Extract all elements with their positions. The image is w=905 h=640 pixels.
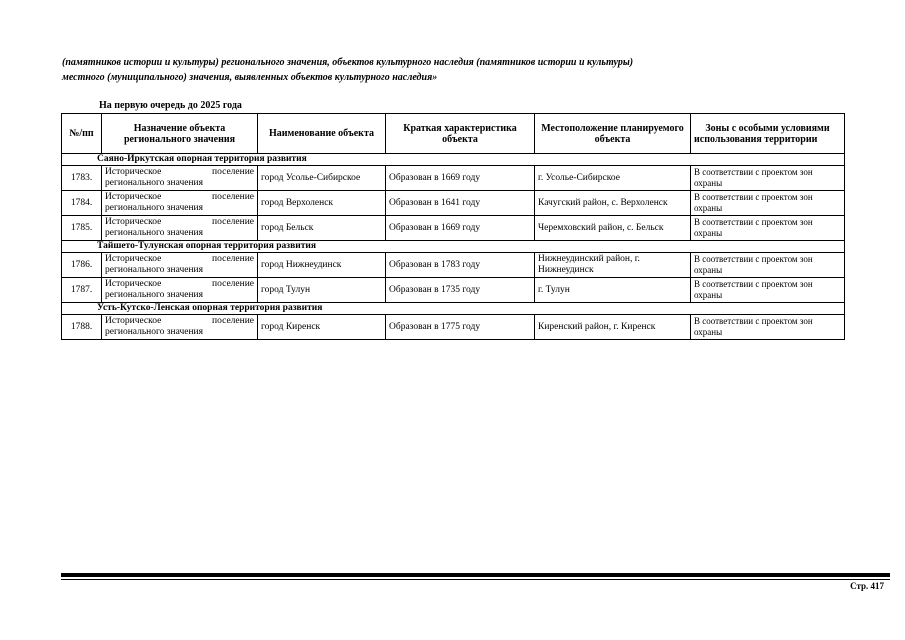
table-group-row	[62, 154, 845, 166]
cell-num: 1783.	[62, 166, 102, 191]
cell-name: город Верхоленск	[258, 191, 386, 216]
intro-line-2: местного (муниципального) значения, выявленных объектов культурного наследия»	[62, 72, 438, 83]
cell-zones: В соответствии с проектом зон охраны	[691, 191, 845, 216]
cell-location: Черемховский район, с. Бельск	[535, 216, 691, 241]
cell-location: Киренский район, г. Киренск	[535, 315, 691, 340]
cell-name: город Нижнеудинск	[258, 253, 386, 278]
table-row	[62, 315, 845, 340]
header-num: №/пп	[62, 114, 102, 154]
cell-name: город Киренск	[258, 315, 386, 340]
cell-num: 1785.	[62, 216, 102, 241]
cell-purpose: Историческое поселение регионального значения	[102, 216, 258, 241]
cell-zones: В соответствии с проектом зон охраны	[691, 253, 845, 278]
intro-text	[62, 55, 842, 85]
header-zones: Зоны с особыми условиями использования территории	[691, 114, 845, 154]
header-description: Краткая характеристика объекта	[386, 114, 535, 154]
table-group-row	[62, 241, 845, 253]
cell-purpose: Историческое поселение регионального значения	[102, 315, 258, 340]
cell-name: город Тулун	[258, 278, 386, 303]
cell-purpose: Историческое поселение регионального значения	[102, 191, 258, 216]
group-title: Тайшето-Тулунская опорная территория развития	[62, 241, 845, 253]
cell-description: Образован в 1669 году	[386, 166, 535, 191]
footer-rule-thin	[61, 579, 890, 580]
cell-location: г. Тулун	[535, 278, 691, 303]
cell-location: Нижнеудинский район, г. Нижнеудинск	[535, 253, 691, 278]
cell-description: Образован в 1641 году	[386, 191, 535, 216]
table-row	[62, 278, 845, 303]
table-row	[62, 166, 845, 191]
table-group-row	[62, 303, 845, 315]
cell-zones: В соответствии с проектом зон охраны	[691, 166, 845, 191]
header-name: Наименование объекта	[258, 114, 386, 154]
cell-purpose: Историческое поселение регионального значения	[102, 278, 258, 303]
page-number: Стр. 417	[850, 581, 884, 591]
group-title: Усть-Кутско-Ленская опорная территория развития	[62, 303, 845, 315]
table-row	[62, 253, 845, 278]
cell-zones: В соответствии с проектом зон охраны	[691, 315, 845, 340]
table-row	[62, 216, 845, 241]
table-header-row	[62, 114, 845, 154]
cell-description: Образован в 1783 году	[386, 253, 535, 278]
cell-location: Качугский район, с. Верхоленск	[535, 191, 691, 216]
cell-description: Образован в 1669 году	[386, 216, 535, 241]
footer-rule	[61, 573, 890, 577]
section-title: На первую очередь до 2025 года	[99, 100, 242, 111]
cell-name: город Усолье-Сибирское	[258, 166, 386, 191]
table-body	[62, 154, 845, 340]
cell-purpose: Историческое поселение регионального значения	[102, 253, 258, 278]
group-title: Саяно-Иркутская опорная территория развития	[62, 154, 845, 166]
header-location: Местоположение планируемого объекта	[535, 114, 691, 154]
cell-purpose: Историческое поселение регионального значения	[102, 166, 258, 191]
objects-table	[61, 113, 845, 340]
cell-name: город Бельск	[258, 216, 386, 241]
cell-location: г. Усолье-Сибирское	[535, 166, 691, 191]
cell-zones: В соответствии с проектом зон охраны	[691, 216, 845, 241]
cell-num: 1786.	[62, 253, 102, 278]
table-row	[62, 191, 845, 216]
cell-num: 1787.	[62, 278, 102, 303]
cell-description: Образован в 1735 году	[386, 278, 535, 303]
cell-num: 1788.	[62, 315, 102, 340]
intro-line-1: (памятников истории и культуры) регионального значения, объектов культурного наследия (памятников истории и культуры)	[62, 57, 634, 68]
header-purpose: Назначение объекта регионального значения	[102, 114, 258, 154]
cell-description: Образован в 1775 году	[386, 315, 535, 340]
cell-zones: В соответствии с проектом зон охраны	[691, 278, 845, 303]
cell-num: 1784.	[62, 191, 102, 216]
